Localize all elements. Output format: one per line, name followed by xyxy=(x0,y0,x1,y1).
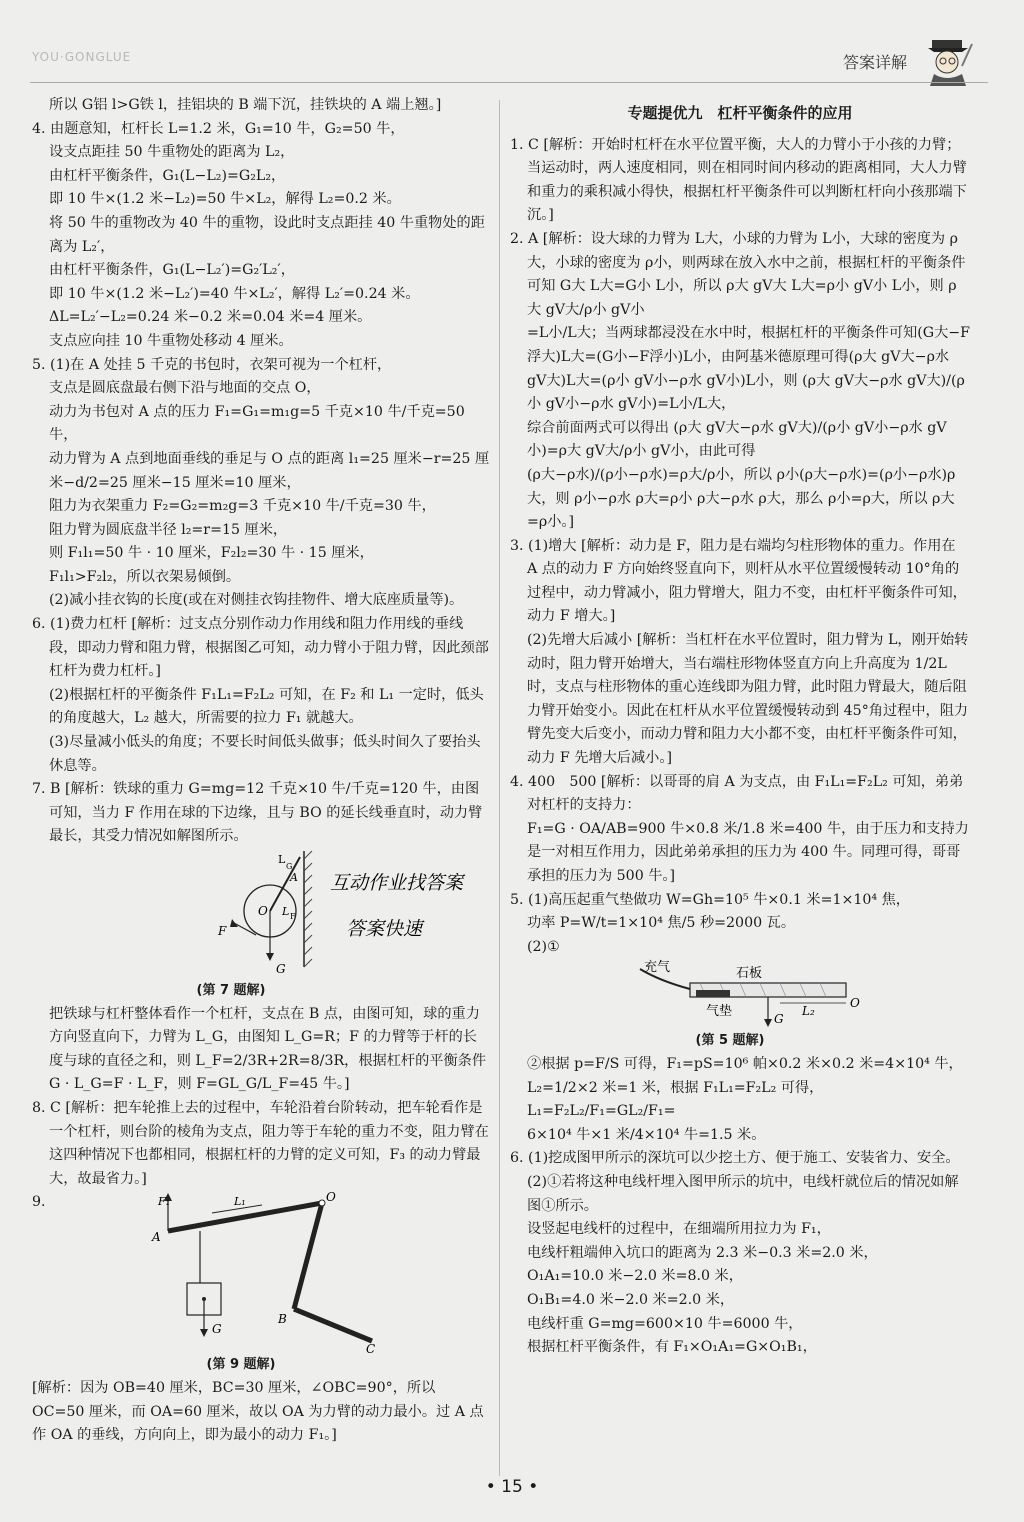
text-line: 5. (1)高压起重气垫做功 W=Gh=10⁵ 牛×0.1 米=1×10⁴ 焦， xyxy=(510,891,910,908)
text-line: L₂=1/2×2 米=1 米，根据 F₁L₁=F₂L₂ 可得，L₁=F₂L₂/F₁=GL₂/F₁= xyxy=(527,1079,824,1120)
text-line: 6×10⁴ 牛×1 米/4×10⁴ 牛=1.5 米。 xyxy=(527,1126,766,1143)
fig7-label: F xyxy=(218,924,227,938)
fig5-label: G xyxy=(774,1012,784,1027)
figure-9-caption: (第 9 题解) xyxy=(206,1357,276,1373)
page-number: • 15 • xyxy=(485,1477,539,1497)
text-line: (2)①若将这种电线杆埋入图甲所示的坑中，电线杆就位后的情况如解图①所示。 xyxy=(527,1173,959,1214)
text-line: 根据杠杆平衡条件，有 F₁×O₁A₁=G×O₁B₁， xyxy=(527,1339,817,1356)
answer-5 xyxy=(32,354,490,614)
text-line: F₁l₁>F₂l₂，所以衣架易倾倒。 xyxy=(49,568,241,585)
text-line: 动力臂为 A 点到地面垂线的垂足与 O 点的距离 l₁=25 厘米−r=25 厘米−d/2=25 厘米−15 厘米=10 厘米， xyxy=(49,450,490,491)
text-line: 4. 由题意知，杠杆长 L=1.2 米，G₁=10 牛，G₂=50 牛， xyxy=(32,120,405,137)
answer-3 xyxy=(510,535,970,771)
text-line: 所以 G铝 l>G铁 l，挂铝块的 B 端下沉，挂铁块的 A 端上翘。] xyxy=(49,97,442,113)
text-line: 6. (1)费力杠杆 [解析：过支点分别作动力作用线和阻力作用线的垂线段，即动力臂和阻力臂，根据图乙可知，动力臂小于阻力臂，因此颈部杠杆为费力杠杆。] xyxy=(32,616,489,680)
fig5-label: 气垫 xyxy=(706,1004,733,1020)
fig9-label: B xyxy=(278,1312,287,1327)
text-line: 功率 P=W/t=1×10⁴ 焦/5 秒=2000 瓦。 xyxy=(527,915,796,932)
fig5-label: 石板 xyxy=(736,966,763,982)
fig9-label: G xyxy=(212,1322,222,1337)
fig9-label: F₁ xyxy=(158,1195,171,1209)
answer-6 xyxy=(32,613,490,778)
fig7-label: L xyxy=(278,853,286,866)
text-line: 设竖起电线杆的过程中，在细端所用拉力为 F₁， xyxy=(527,1221,831,1238)
fig5-label: L₂ xyxy=(802,1004,815,1019)
left-column xyxy=(32,94,490,1448)
header-rule xyxy=(30,82,988,83)
text-line: =L小/L大；当两球都浸没在水中时，根据杠杆的平衡条件可知(G大−F浮大)L大=(G小−F浮小)L小，由阿基米德原理可得(ρ大 gV大−ρ水 gV大)L大=(ρ小 gV小−ρ水 gV小)L小，则 (ρ大 gV大−ρ水 gV大)/(ρ小 gV小−ρ水 gV小)=L小/L大， xyxy=(527,325,970,413)
answer-4 xyxy=(510,771,970,889)
handwritten-note: 答案快速 xyxy=(346,918,423,940)
text-line: 综合前面两式可以得出 (ρ大 gV大−ρ水 gV大)/(ρ小 gV小−ρ水 gV小)=ρ大 gV大/ρ小 gV小，由此可得 xyxy=(527,419,947,460)
answer-1: 1. C [解析：开始时杠杆在水平位置平衡，大人的力臂小于小孩的力臂；当运动时，两人速度相同，则在相同时间内移动的距离相同，大人力臂和重力的乘积减小得快，根据杠杆平衡条件可以判断杠杆向小孩那端下沉。] xyxy=(510,136,967,224)
text-line: 设支点距挂 50 牛重物处的距离为 L₂， xyxy=(49,144,295,161)
text-line: 即 10 牛×(1.2 米−L₂)=50 牛×L₂，解得 L₂=0.2 米。 xyxy=(49,191,401,208)
figure-7 xyxy=(32,849,490,979)
fig9-label: O xyxy=(326,1191,336,1205)
figure-5-caption: (第 5 题解) xyxy=(695,1033,765,1049)
fig7-label: A xyxy=(290,871,298,884)
fig7-label: L xyxy=(282,905,290,918)
text-line: 4. 400 500 [解析：以哥哥的肩 A 为支点，由 F₁L₁=F₂L₂ 可知，弟弟对杠杆的支持力： xyxy=(510,773,964,814)
fig5-label: O xyxy=(850,996,860,1011)
column-divider xyxy=(499,100,500,1476)
question-number: 9. xyxy=(32,1194,46,1211)
text-line: (2)减小挂衣钩的长度(或在对侧挂衣钩挂物件、增大底座质量等)。 xyxy=(49,592,464,609)
answer-8: 8. C [解析：把车轮推上去的过程中，车轮沿着台阶转动，把车轮看作是一个杠杆，则台阶的棱角为支点，阻力等于车轮的重力不变，阻力臂在这四种情况下也都相同，根据杠杆的力臂的定义可知，F₃ 的动力臂最大，故最省力。] xyxy=(32,1099,489,1187)
text-line: (2)① xyxy=(527,938,560,955)
handwritten-note: 互动作业找答案 xyxy=(330,872,464,894)
mascot-icon xyxy=(922,36,974,86)
answer-7: 7. B [解析：铁球的重力 G=mg=12 千克×10 牛/千克=120 牛，由图可知，当力 F 作用在球的下边缘，且与 BO 的延长线垂直时，动力臂最长，其受力情况如解图所示。 xyxy=(32,781,483,845)
text-line: 阻力为衣架重力 F₂=G₂=m₂g=3 千克×10 牛/千克=30 牛， xyxy=(49,498,436,515)
fig9-label: A xyxy=(152,1230,161,1245)
answer-9: [解析：因为 OB=40 厘米，BC=30 厘米，∠OBC=90°，所以 OC=50 厘米，而 OA=60 厘米，故以 OA 为力臂的动力最小。过 A 点作 OA 的垂线，方向向上，即为最小的动力 F₁。] xyxy=(32,1379,484,1444)
text-line: 将 50 牛的重物改为 40 牛的重物，设此时支点距挂 40 牛重物处的距离为 L₂′， xyxy=(49,214,485,255)
text-line: O₁B₁=4.0 米−2.0 米=2.0 米， xyxy=(527,1291,735,1308)
fig7-label: G xyxy=(276,962,286,976)
figure-7-diagram xyxy=(32,849,490,979)
text-line: 由杠杆平衡条件，G₁(L−L₂)=G₂L₂， xyxy=(49,167,286,184)
text-line: (2)先增大后减小 [解析：当杠杆在水平位置时，阻力臂为 L，刚开始转动时，阻力臂开始增大，当右端柱形物体竖直方向上升高度为 1/2L 时，支点与柱形物体的重心连线即为阻力臂，此时阻力臂最大，随后阻力臂开始变小。因此在杠杆从水平位置缓慢转动到 45°角过程中，阻力臂先变大后变小，而动力臂和阻力大小都不变，由杠杆平衡条件可知，动力 F 先增大后减小。] xyxy=(527,632,969,767)
text-line: 电线杆重 G=mg=600×10 牛=6000 牛， xyxy=(527,1315,803,1332)
text-line: 支点是圆底盘最右侧下沿与地面的交点 O， xyxy=(49,380,321,397)
fig7-label: O xyxy=(258,904,268,918)
text-line: 阻力臂为圆底盘半径 l₂=r=15 厘米， xyxy=(49,521,288,538)
text-line: 即 10 牛×(1.2 米−L₂′)=40 牛×L₂′，解得 L₂′=0.24 米。 xyxy=(49,285,420,302)
fig9-label: C xyxy=(366,1342,376,1354)
answer-4 xyxy=(32,118,490,354)
text-line: ΔL=L₂′−L₂=0.24 米−0.2 米=0.04 米=4 厘米。 xyxy=(49,309,372,326)
figure-5-diagram xyxy=(510,959,970,1029)
fig7-label: G xyxy=(286,862,293,871)
text-line: (3)尽量减小低头的角度；不要长时间低头做事；低头时间久了要抬头休息等。 xyxy=(49,734,481,774)
right-column xyxy=(510,94,970,1360)
text-line: (ρ大−ρ水)/(ρ小−ρ水)=ρ大/ρ小，所以 ρ小(ρ大−ρ水)=(ρ小−ρ水)ρ大，则 ρ小−ρ水 ρ大=ρ小 ρ大−ρ水 ρ大，那么 ρ小=ρ大，所以 ρ大=ρ小。] xyxy=(527,466,956,531)
text-line: 电线杆粗端伸入坑口的距离为 2.3 米−0.3 米=2.0 米， xyxy=(527,1244,878,1261)
figure-9-diagram xyxy=(32,1191,490,1353)
header-title: 答案详解 xyxy=(843,53,908,72)
text-line: (2)根据杠杆的平衡条件 F₁L₁=F₂L₂ 可知，在 F₂ 和 L₁ 一定时，低头的角度越大，L₂ 越大，所需要的拉力 F₁ 就越大。 xyxy=(49,686,484,727)
text-line: ②根据 p=F/S 可得，F₁=pS=10⁶ 帕×0.2 米×0.2 米=4×10⁴ 牛， xyxy=(527,1055,963,1072)
text-line: 3. (1)增大 [解析：动力是 F，阻力是右端均匀柱形物体的重力。作用在 A 点的动力 F 方向始终竖直向下，则杆从水平位置缓慢转动 10°角的过程中，动力臂减小，阻力臂增大，阻力不变，由杠杆平衡条件可知，动力 F 增大。] xyxy=(510,537,967,625)
text-line: 动力为书包对 A 点的压力 F₁=G₁=m₁g=5 千克×10 牛/千克=50 牛， xyxy=(49,403,465,444)
header-brand: YOU·GONGLUE xyxy=(32,50,132,64)
text-line: 由杠杆平衡条件，G₁(L−L₂′)=G₂′L₂′， xyxy=(49,262,295,279)
answer-5 xyxy=(510,889,970,960)
text-line: 则 F₁l₁=50 牛 · 10 厘米，F₂l₂=30 牛 · 15 厘米， xyxy=(49,545,374,562)
answer-2 xyxy=(510,228,970,535)
answer-6 xyxy=(510,1147,970,1359)
fig5-label: 充气 xyxy=(644,960,671,976)
text-line: F₁=G · OA/AB=900 牛×0.8 米/1.8 米=400 牛，由于压力和支持力是一对相互作用力，因此弟弟承担的压力为 400 牛。同理可得，哥哥承担的压力为 500 牛。] xyxy=(527,820,969,884)
answer-5-part2 xyxy=(510,1053,970,1147)
text-line: 把铁球与杠杆整体看作一个杠杆，支点在 B 点，由图可知，球的重力方向竖直向下，力臂为 L_G，由图知 L_G=R；F 的力臂等于杆的长度与球的直径之和，则 L_F=2/3R+2R=8/3R，根据杠杆的平衡条件 G · L_G=F · L_F，则 F=GL_G/L_F=45 牛。] xyxy=(49,1005,487,1093)
fig9-label: L₁ xyxy=(234,1195,246,1209)
fig7-label: F xyxy=(290,912,296,921)
figure-7-caption: (第 7 题解) xyxy=(196,983,266,998)
text-line: O₁A₁=10.0 米−2.0 米=8.0 米， xyxy=(527,1268,743,1285)
figure-5 xyxy=(510,959,970,1029)
text-line: 支点应向挂 10 牛重物处移动 4 厘米。 xyxy=(49,332,293,349)
text-line: 6. (1)挖成图甲所示的深坑可以少挖土方、便于施工、安装省力、安全。 xyxy=(510,1150,960,1167)
figure-9 xyxy=(32,1191,490,1353)
text-line: 5. (1)在 A 处挂 5 千克的书包时，衣架可视为一个杠杆， xyxy=(32,356,392,373)
text-line: 2. A [解析：设大球的力臂为 L大，小球的力臂为 L小，大球的密度为 ρ大，小球的密度为 ρ小，则两球在放入水中之前，根据杠杆的平衡条件可知 G大 L大=G小 L小，所以 ρ大 gV大 L大=ρ小 gV小 L小，则 ρ大 gV大/ρ小 gV小 xyxy=(510,230,966,318)
section-title: 专题提优九 杠杆平衡条件的应用 xyxy=(627,104,853,122)
